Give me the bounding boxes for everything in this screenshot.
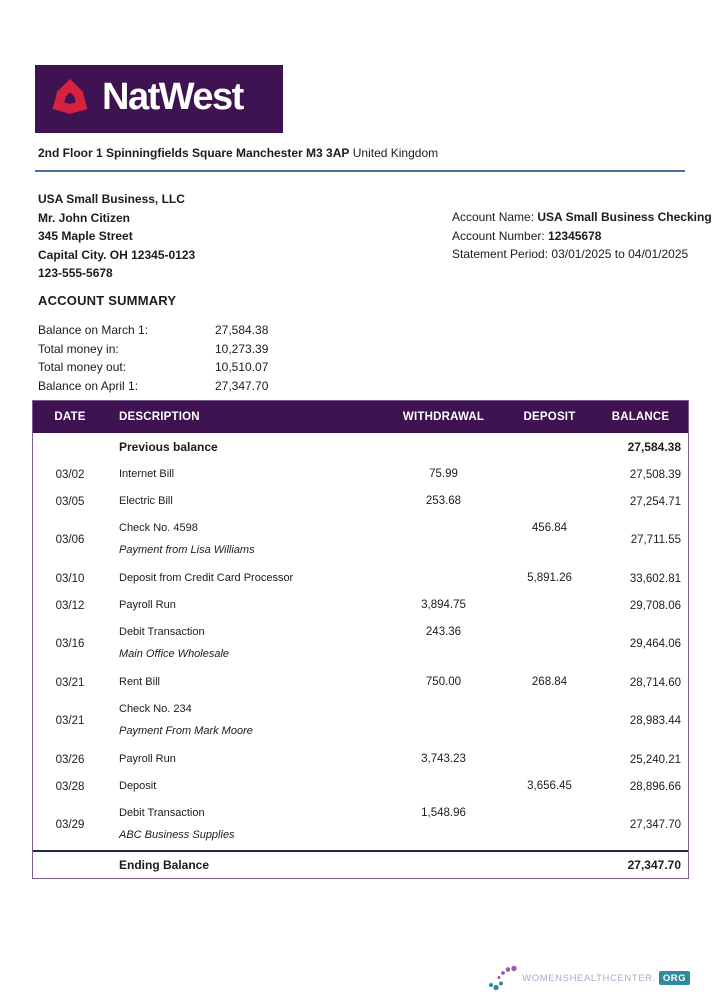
transaction-deposit: [506, 696, 593, 702]
dots-swoosh-icon: [488, 964, 518, 992]
transaction-row: [33, 619, 688, 669]
transaction-description-sub: Payment from Lisa Williams: [119, 544, 255, 556]
header-balance: BALANCE: [611, 411, 670, 423]
summary-label: Balance on April 1:: [38, 378, 139, 393]
ending-balance-amount: 27,347.70: [627, 858, 681, 872]
footer-site-name: WOMENSHEALTHCENTER.: [522, 972, 656, 984]
header-divider: [35, 170, 685, 172]
previous-balance-row: [33, 433, 688, 461]
transaction-withdrawal: [381, 565, 506, 571]
transaction-description: [119, 565, 381, 586]
transaction-withdrawal: [381, 773, 506, 779]
transaction-description-main: Check No. 234: [119, 703, 192, 715]
transactions-header-row: [33, 401, 688, 433]
transaction-balance: 28,896.66: [629, 780, 681, 793]
transaction-date: 03/05: [55, 495, 85, 508]
bank-address-bold: 2nd Floor 1 Spinningfields Square Manchester M3 3AP: [38, 146, 350, 160]
transaction-description: [119, 669, 381, 690]
header-description: DESCRIPTION: [119, 411, 200, 423]
transaction-withdrawal: 750.00: [425, 676, 462, 688]
summary-row: [38, 358, 268, 377]
transaction-row: [33, 773, 688, 800]
account-info-block: [452, 208, 712, 264]
transaction-balance: 27,711.55: [630, 534, 681, 546]
transaction-description: [119, 592, 381, 613]
transaction-description-main: Internet Bill: [119, 468, 175, 480]
transaction-date: 03/10: [55, 572, 85, 585]
transactions-body: [33, 461, 688, 850]
account-info-label: Account Number:: [452, 228, 549, 243]
transaction-description-main: Rent Bill: [119, 676, 160, 688]
account-info-line: [452, 227, 712, 246]
transaction-balance: 27,508.39: [629, 468, 681, 481]
transaction-description: [119, 488, 381, 509]
transaction-description-main: Payroll Run: [119, 599, 176, 611]
transaction-row: [33, 696, 688, 746]
transaction-deposit: [506, 619, 593, 625]
customer-address-line: Mr. John Citizen: [38, 210, 131, 225]
transaction-description: [119, 696, 381, 739]
summary-label: Total money out:: [38, 360, 127, 374]
transaction-balance: 28,983.44: [629, 715, 681, 727]
transaction-deposit: 5,891.26: [527, 572, 572, 584]
transaction-date: 03/12: [55, 599, 85, 612]
transaction-withdrawal: 253.68: [425, 495, 462, 507]
account-info-line: [452, 208, 712, 227]
natwest-chevrons-icon: [47, 76, 93, 122]
bank-logo: [35, 65, 283, 133]
transaction-date: 03/02: [55, 468, 85, 481]
transaction-description-main: Deposit: [119, 780, 157, 792]
transaction-date: 03/21: [55, 715, 85, 727]
account-summary-title: ACCOUNT SUMMARY: [38, 293, 177, 308]
transaction-withdrawal: 3,743.23: [421, 753, 466, 765]
transaction-description: [119, 461, 381, 482]
transaction-description-main: Deposit from Credit Card Processor: [119, 572, 294, 584]
transaction-withdrawal: [381, 515, 506, 521]
summary-row: [38, 377, 268, 396]
transaction-date: 03/29: [55, 819, 85, 831]
account-info-value: 03/01/2025 to 04/01/2025: [551, 247, 689, 261]
transaction-description-main: Debit Transaction: [119, 807, 205, 819]
customer-address-line: 345 Maple Street: [38, 229, 133, 243]
previous-balance-label: Previous balance: [119, 440, 218, 454]
customer-address-line: 123-555-5678: [38, 266, 113, 280]
transaction-description-sub: Payment From Mark Moore: [119, 725, 253, 737]
header-withdrawal: WITHDRAWAL: [402, 411, 485, 423]
transaction-balance: 33,602.81: [629, 572, 681, 585]
transaction-deposit: 268.84: [531, 676, 568, 688]
transaction-date: 03/16: [55, 638, 85, 650]
transaction-row: [33, 488, 688, 515]
transaction-deposit: [506, 488, 593, 494]
transaction-date: 03/06: [55, 534, 85, 546]
transaction-description: [119, 773, 381, 794]
transaction-row: [33, 461, 688, 488]
transaction-row: [33, 515, 688, 565]
transaction-deposit: [506, 746, 593, 752]
transaction-description-main: Payroll Run: [119, 753, 176, 765]
account-info-label: Account Name:: [452, 210, 538, 224]
transaction-balance: 29,708.06: [629, 599, 681, 612]
footer-watermark: [488, 964, 690, 992]
transaction-row: [33, 565, 688, 592]
ending-balance-row: [33, 850, 688, 878]
transaction-withdrawal: 243.36: [425, 626, 462, 638]
summary-value: 10,273.39: [215, 341, 269, 356]
transaction-balance: 25,240.21: [629, 753, 681, 766]
transaction-withdrawal: 1,548.96: [421, 807, 466, 819]
transaction-description: [119, 746, 381, 767]
transaction-description-main: Check No. 4598: [119, 522, 198, 534]
summary-row: [38, 321, 268, 340]
header-date: DATE: [54, 411, 86, 423]
bank-address-country: United Kingdom: [349, 146, 439, 160]
customer-block: [38, 190, 195, 283]
ending-balance-label: Ending Balance: [119, 858, 210, 872]
account-info-label: Statement Period:: [452, 247, 552, 261]
transaction-row: [33, 800, 688, 850]
header-deposit: DEPOSIT: [523, 411, 576, 423]
bank-address-line: [38, 146, 438, 160]
transaction-balance: 27,347.70: [629, 819, 681, 831]
transaction-description: [119, 515, 381, 558]
transaction-date: 03/21: [55, 676, 85, 689]
transaction-balance: 28,714.60: [629, 676, 681, 689]
transaction-description-sub: ABC Business Supplies: [119, 829, 235, 841]
transaction-description-main: Debit Transaction: [119, 626, 205, 638]
transaction-withdrawal: 75.99: [429, 468, 458, 480]
summary-label: Balance on March 1:: [38, 323, 149, 337]
bank-logo-wordmark: NatWest: [102, 76, 243, 118]
transactions-table: [32, 400, 689, 879]
transaction-date: 03/28: [55, 780, 85, 793]
summary-value: 27,584.38: [215, 323, 269, 337]
account-info-value: 12345678: [548, 228, 602, 243]
summary-value: 10,510.07: [215, 360, 269, 374]
transaction-description-main: Electric Bill: [119, 495, 173, 507]
summary-rows: [38, 321, 268, 395]
summary-label: Total money in:: [38, 341, 119, 356]
transaction-date: 03/26: [55, 753, 85, 766]
transaction-deposit: [506, 461, 593, 467]
transaction-deposit: 3,656.45: [527, 780, 572, 792]
transaction-withdrawal: [381, 696, 506, 702]
footer-org-badge: ORG: [659, 971, 690, 985]
transaction-balance: 29,464.06: [629, 638, 681, 650]
transaction-deposit: 456.84: [531, 522, 568, 534]
summary-value: 27,347.70: [215, 378, 269, 393]
transaction-row: [33, 669, 688, 696]
transaction-description-sub: Main Office Wholesale: [119, 648, 230, 660]
transaction-row: [33, 746, 688, 773]
transaction-description: [119, 800, 381, 843]
previous-balance-amount: 27,584.38: [627, 440, 681, 454]
account-info-value: USA Small Business Checking: [537, 210, 712, 224]
transaction-description: [119, 619, 381, 662]
customer-address-line: USA Small Business, LLC: [38, 192, 185, 206]
transaction-row: [33, 592, 688, 619]
summary-row: [38, 340, 268, 359]
transaction-withdrawal: 3,894.75: [421, 599, 466, 611]
transaction-deposit: [506, 800, 593, 806]
transaction-deposit: [506, 592, 593, 598]
customer-address-line: Capital City. OH 12345-0123: [38, 247, 196, 262]
account-info-line: [452, 245, 712, 264]
transaction-balance: 27,254.71: [629, 495, 681, 508]
